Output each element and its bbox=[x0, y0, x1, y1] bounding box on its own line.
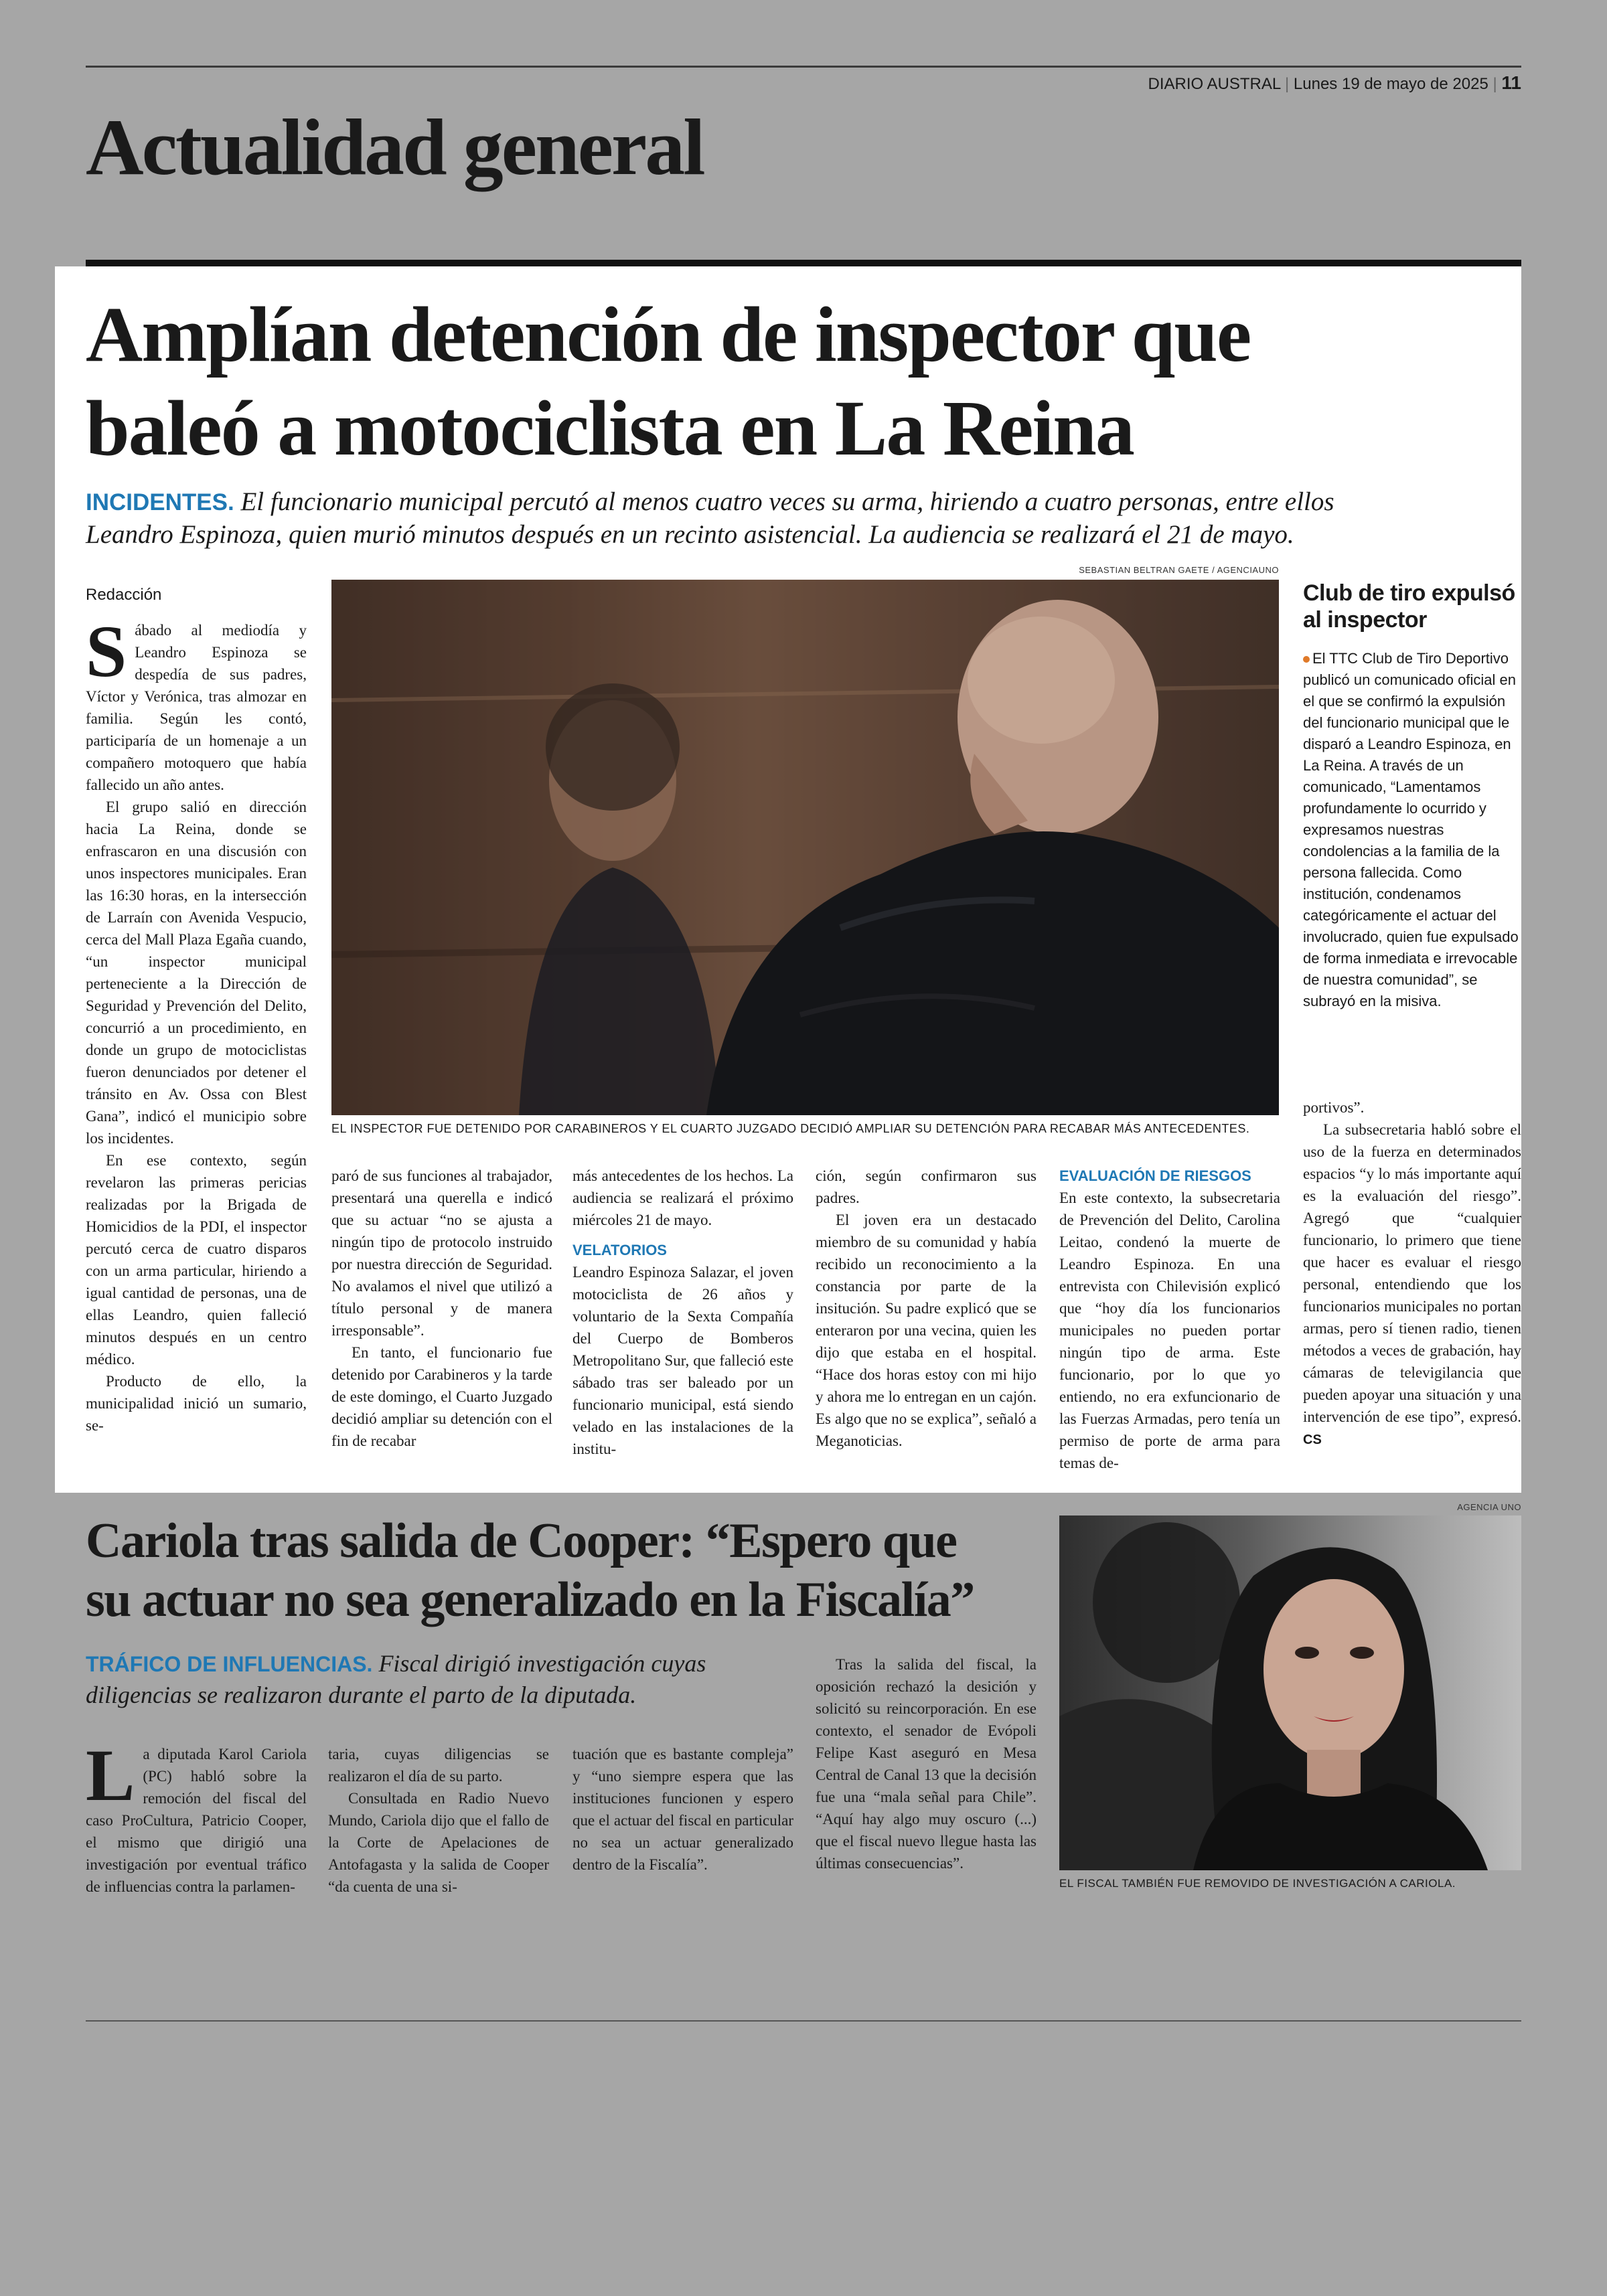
bottom-rule bbox=[86, 2020, 1521, 2022]
article-2-kicker: TRÁFICO DE INFLUENCIAS. bbox=[86, 1652, 373, 1676]
bullet-dot-icon bbox=[1303, 656, 1310, 663]
article-2-column-3: tuación que es bastante compleja” y “uno siempre espera que las instituciones funcionen y espero que el actuar del fiscal en particular no sea un actuar generalizado dentro de la Fiscalía”. bbox=[572, 1746, 793, 1873]
end-mark-icon: CS bbox=[1303, 1432, 1322, 1447]
article-1-kicker: INCIDENTES. bbox=[86, 489, 234, 515]
article-1-column-4: ción, según confirmaron sus padres. El joven era un destacado miembro de su comunidad y había recibido un reconocimiento a la constancia por parte de la insitución. Su padre explicó que se enteraron por una vecina, quien les dijo que estaba en el hospital. “Hace dos horas estoy con mi hijo y ahora me lo entregan en un cajón. Es algo que no se explica”, señaló a Meganoticias. bbox=[816, 1167, 1037, 1449]
section-rule bbox=[86, 260, 1521, 266]
photo-caption: EL INSPECTOR FUE DETENIDO POR CARABINEROS Y EL CUARTO JUZGADO DECIDIÓ AMPLIAR SU DETENCIÓN PARA RECABAR MÁS ANTECEDENTES. bbox=[331, 1122, 1250, 1135]
article-1-headline: Amplían detención de inspector que baleó a motociclista en La Reina bbox=[86, 291, 1251, 472]
article-2-column-1: La diputada Karol Cariola (PC) habló sobre la remoción del fiscal del caso ProCultura, Patricio Cooper, el mismo que dirigió una investigación por eventual tráfico de influencias contra la parlamen- bbox=[86, 1734, 307, 1895]
photo-illustration bbox=[331, 580, 1279, 1115]
drop-cap: S bbox=[86, 610, 127, 692]
article-2-column-4: Tras la salida del fiscal, la oposición rechazó la desición y solicitó su reincorporación. En ese contexto, el senador de Evópoli Felipe Kast aseguró en Mesa Central de Canal 13 que la decisión fue una “mala señal para Chile”. “Aquí hay algo muy oscuro (...) que el fiscal nuevo llegue hasta las últimas consecuencias”. bbox=[816, 1656, 1037, 1872]
folio: DIARIO AUSTRAL | Lunes 19 de mayo de 2025 | 11 bbox=[1148, 72, 1521, 93]
article-2-column-2: taria, cuyas diligencias se realizaron el día de su parto. Consultada en Radio Nuevo Mundo, Cariola dijo que el fallo de la Corte de Apelaciones de Antofagasta y la salida de Cooper “da cuenta de una si- bbox=[328, 1746, 549, 1895]
lead-paragraph: Sábado al mediodía y Leandro Espinoza se despedía de sus padres, Víctor y Verónica, tras almozar en familia. Según les contó, participaría de un homenaje a un compañero motoquero que había fallecido un año antes. bbox=[86, 610, 307, 793]
newspaper-name: DIARIO AUSTRAL bbox=[1148, 75, 1281, 93]
photo-credit: SEBASTIAN BELTRAN GAETE / AGENCIAUNO bbox=[1079, 565, 1279, 575]
article-1-column-5: EVALUACIÓN DE RIESGOS En este contexto, la subsecretaria de Prevención del Delito, Carolina Leitao, condenó la muerte de Leandro Espinoza. En una entrevista con Chilevisión explicó que “hoy día los funcionarios municipales no pueden portar ningún tipo de arma. Este funcionario, por lo que yo entiendo, no era exfuncionario de las Fuerzas Armadas, pero tenía un permiso de porte de arma para temas de- bbox=[1059, 1165, 1280, 1474]
subhead-evaluacion: EVALUACIÓN DE RIESGOS bbox=[1059, 1167, 1251, 1184]
page-number: 11 bbox=[1501, 72, 1521, 93]
sidebar-box bbox=[1303, 648, 1521, 1012]
photo-2-credit: AGENCIA UNO bbox=[1457, 1502, 1521, 1512]
article-1-lead: INCIDENTES. El funcionario municipal percutó al menos cuatro veces su arma, hiriendo a cuatro personas, entre ellos Leandro Espinoza, quien murió minutos después en un recinto asistencial. La audiencia se realizará el 21 de mayo. bbox=[86, 487, 1334, 549]
article-1-column-2: paró de sus funciones al trabajador, presentará una querella e indicó que su actuar “no se ajusta a ningún tipo de protocolo instruido por nuestra dirección de Seguridad. No avalamos el nivel que utilizó a título personal y de manera irresponsable”. En tanto, el funcionario fue detenido por Carabineros y la tarde de este domingo, el Cuarto Juzgado decidió ampliar su detención con el fin de recabar bbox=[331, 1167, 552, 1449]
article-1-column-6: portivos”. La subsecretaria habló sobre el uso de la fuerza en determinados espacios “y lo más importante aquí es la evaluación del riesgo”. Agregó que “cualquier funcionario, lo primero que tiene que hacer es evaluar el riesgo personal, entendiendo que los funcionarios municipales no portan armas, pero sí tienen radio, tienen métodos a veces de grabación, hay cámaras de televigilancia que pueden apoyar una situación y una intervención de ese tipo”, expresó. CS bbox=[1303, 1099, 1521, 1447]
subhead-velatorios: VELATORIOS bbox=[572, 1242, 667, 1258]
photo-2-caption: EL FISCAL TAMBIÉN FUE REMOVIDO DE INVESTIGACIÓN A CARIOLA. bbox=[1059, 1877, 1456, 1890]
cariola-portrait-photo bbox=[1059, 1515, 1521, 1870]
sidebar-title: Club de tiro expulsó al inspector bbox=[1303, 580, 1515, 633]
article-1-column-1: Redacción Sábado al mediodía y Leandro Espinoza se despedía de sus padres, Víctor y Verónica, tras almozar en familia. Según les contó, participaría de un homenaje a un compañero motoquero que había fallecido un año antes. El grupo salió en dirección hacia La Reina, donde se enfrascaron en una discusión con unos inspectores municipales. Eran las 16:30 horas, en la intersección de Larraín con Avenida Vespucio, cerca del Mall Plaza Egaña cuando, “un inspector municipal perteneciente a la Dirección de Seguridad y Prevención del Delito, concurrió a un procedimiento, en donde un grupo de motociclistas fueron denunciados por detener el tránsito en Av. Ossa con Blest Gana”, indicó el municipio sobre los incidentes. En ese contexto, según revelaron las primeras pericias realizadas por la Brigada de Homicidios de la PDI, el inspector percutó cerca de cuatro disparos con un arma particular, hiriendo a igual cantidad de personas, una de ellas Leandro, quien falleció minutos después en un centro médico. Producto de ello, la municipalidad inició un sumario, se- bbox=[86, 584, 307, 1437]
inspector-court-photo bbox=[331, 580, 1279, 1115]
drop-cap: L bbox=[86, 1734, 135, 1816]
issue-date: Lunes 19 de mayo de 2025 bbox=[1293, 75, 1488, 93]
section-title: Actualidad general bbox=[86, 102, 704, 191]
article-1-column-3: más antecedentes de los hechos. La audiencia se realizará el próximo miércoles 21 de mayo. VELATORIOS Leandro Espinoza Salazar, el joven motociclista de 26 años y voluntario de la Sexta Compañía del Cuerpo de Bomberos Metropolitano Sur, que falleció este sábado tras ser baleado por un funcionario municipal, está siendo velado en las instalaciones de la institu- bbox=[572, 1167, 793, 1457]
article-2-lead: TRÁFICO DE INFLUENCIAS. Fiscal dirigió investigación cuyas diligencias se realizaron durante el parto de la diputada. bbox=[86, 1650, 706, 1708]
sidebar-text: El TTC Club de Tiro Deportivo publicó un comunicado oficial en el que se confirmó la expulsión del funcionario municipal que le disparó a Leandro Espinoza, en La Reina. A través de un comunicado, “Lamentamos profundamente lo ocurrido y expresamos nuestras condolencias a la familia de la persona fallecida. Como institución, condenamos categóricamente el actuar del involucrado, quien fue expulsado de forma inmediata e irrevocable de nuestra comunidad”, se subrayó en la misiva. bbox=[1303, 650, 1519, 1009]
article-2-headline: Cariola tras salida de Cooper: “Espero que su actuar no sea generalizado en la Fiscalía” bbox=[86, 1513, 974, 1627]
portrait-illustration bbox=[1059, 1515, 1521, 1870]
byline: Redacción bbox=[86, 586, 162, 604]
top-rule bbox=[86, 66, 1521, 68]
